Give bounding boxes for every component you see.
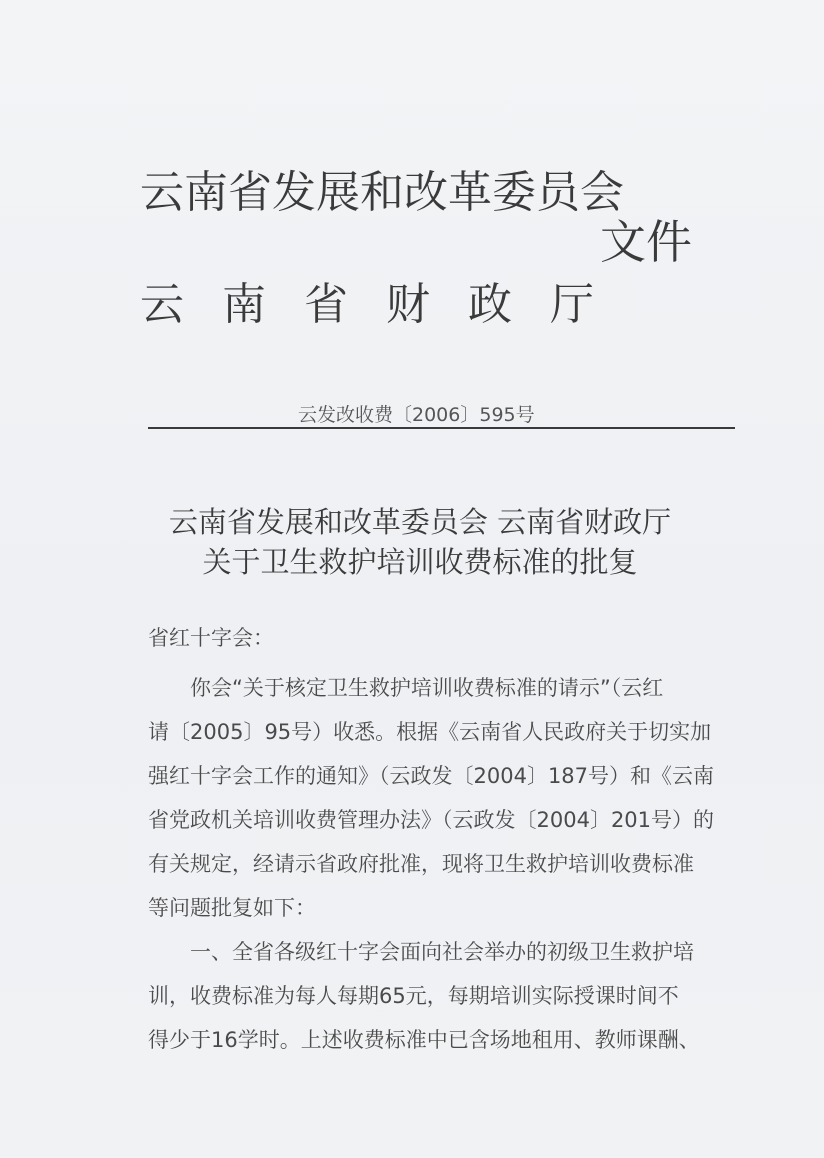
body-line: 强红十字会工作的通知》（云政发〔2004〕187号）和《云南	[148, 764, 715, 788]
document-number: 云发改收费〔2006〕595号	[298, 404, 535, 426]
body-line: 请〔2005〕95号）收悉。根据《云南省人民政府关于切实加	[148, 720, 712, 744]
document-title-line2: 关于卫生救护培训收费标准的批复	[202, 545, 638, 579]
header-document-suffix: 文件	[600, 215, 692, 269]
body-line: 一、全省各级红十字会面向社会举办的初级卫生救护培	[190, 940, 694, 964]
body-line: 省党政机关培训收费管理办法》（云政发〔2004〕201号）的	[148, 808, 715, 832]
header-org-line2: 云南省财政厅	[140, 279, 632, 330]
header-divider	[148, 427, 735, 429]
header-org-line1: 云南省发展和改革委员会	[140, 167, 624, 218]
body-line: 等问题批复如下：	[148, 896, 316, 920]
document-title-line1: 云南省发展和改革委员会 云南省财政厅	[168, 505, 672, 539]
body-line: 得少于16学时。上述收费标准中已含场地租用、教师课酬、	[148, 1028, 700, 1052]
body-line: 你会“关于核定卫生救护培训收费标准的请示”（云红	[190, 676, 664, 700]
body-line: 有关规定，经请示省政府批准，现将卫生救护培训收费标准	[148, 852, 694, 876]
body-line: 训，收费标准为每人每期65元，每期培训实际授课时间不	[148, 984, 679, 1008]
salutation: 省红十字会：	[148, 626, 274, 650]
